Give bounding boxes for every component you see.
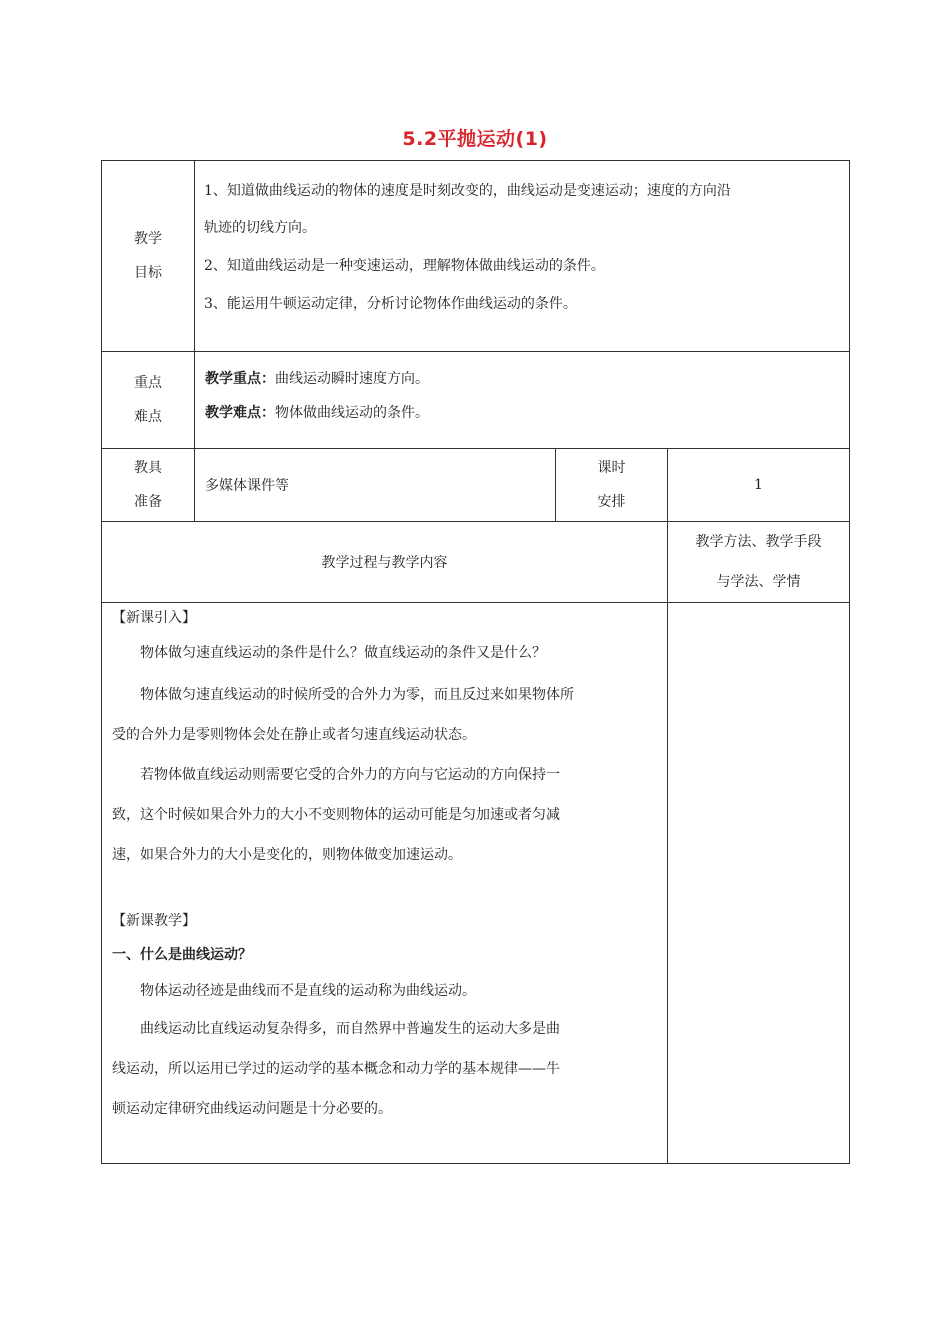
document-title: 5.2平抛运动(1) [402,128,548,150]
objective-item: 轨迹的切线方向。 [204,220,316,236]
intro-paragraph: 若物体做直线运动则需要它受的合外力的方向与它运动的方向保持一 [140,767,560,783]
difficult-point-text: 物体做曲线运动的条件。 [275,405,429,421]
methods-header-line2: 与学法、学情 [716,574,801,590]
tools-label [102,449,195,522]
objective-item: 3、能运用牛顿运动定律，分析讨论物体作曲线运动的条件。 [204,296,577,312]
section-paragraph: 线运动，所以运用已学过的运动学的基本概念和动力学的基本规律——牛 [112,1061,560,1077]
intro-paragraph: 物体做匀速直线运动的条件是什么？做直线运动的条件又是什么？ [140,645,546,661]
intro-paragraph: 物体做匀速直线运动的时候所受的合外力为零，而且反过来如果物体所 [140,687,574,703]
hours-label-line2: 安排 [597,494,626,510]
methods-header-line1: 教学方法、教学手段 [695,534,822,550]
objective-item: 1、知道做曲线运动的物体的速度是时刻改变的，曲线运动是变速运动；速度的方向沿 [204,183,731,199]
key-difficult-content [195,352,850,449]
tools-value: 多媒体课件等 [195,449,556,522]
methods-header [668,522,850,603]
key-point-label: 教学重点： [205,371,275,387]
key-point [205,362,841,396]
lesson-plan-table [101,160,850,1164]
difficult-point-label: 教学难点： [205,405,275,421]
process-content-header: 教学过程与教学内容 [102,522,668,603]
process-body-row [102,603,850,1164]
section-title: 一、什么是曲线运动？ [112,947,252,963]
process-header-row [102,522,850,603]
tools-row [102,449,850,522]
tools-label-line1: 教具 [134,460,162,476]
intro-paragraph: 致，这个时候如果合外力的大小不变则物体的运动可能是匀加速或者匀减 [112,807,560,823]
objectives-content [195,161,850,352]
new-lesson-heading: 【新课教学】 [112,913,196,929]
difficult-point [205,396,841,430]
objectives-label [102,161,195,352]
key-point-text: 曲线运动瞬时速度方向。 [275,371,429,387]
intro-heading: 【新课引入】 [112,610,196,626]
intro-paragraph: 受的合外力是零则物体会处在静止或者匀速直线运动状态。 [112,727,476,743]
hours-label-line1: 课时 [597,460,626,476]
objective-item: 2、知道曲线运动是一种变速运动，理解物体做曲线运动的条件。 [204,258,605,274]
key-difficult-row [102,352,850,449]
section-paragraph: 曲线运动比直线运动复杂得多，而自然界中普遍发生的运动大多是曲 [140,1021,560,1037]
process-content [102,603,668,1164]
key-difficult-label-line2: 难点 [134,409,162,425]
objectives-row [102,161,850,352]
section-paragraph: 物体运动径迹是曲线而不是直线的运动称为曲线运动。 [140,983,476,999]
tools-label-line2: 准备 [134,494,162,510]
spacer [112,875,659,905]
objectives-label-line1: 教学 [134,231,162,247]
objectives-label-line2: 目标 [134,265,162,281]
hours-label [556,449,668,522]
hours-value: 1 [668,449,850,522]
key-difficult-label-line1: 重点 [134,375,162,391]
key-difficult-label [102,352,195,449]
methods-content [668,603,850,1164]
section-paragraph: 顿运动定律研究曲线运动问题是十分必要的。 [112,1101,392,1117]
intro-paragraph: 速，如果合外力的大小是变化的，则物体做变加速运动。 [112,847,462,863]
